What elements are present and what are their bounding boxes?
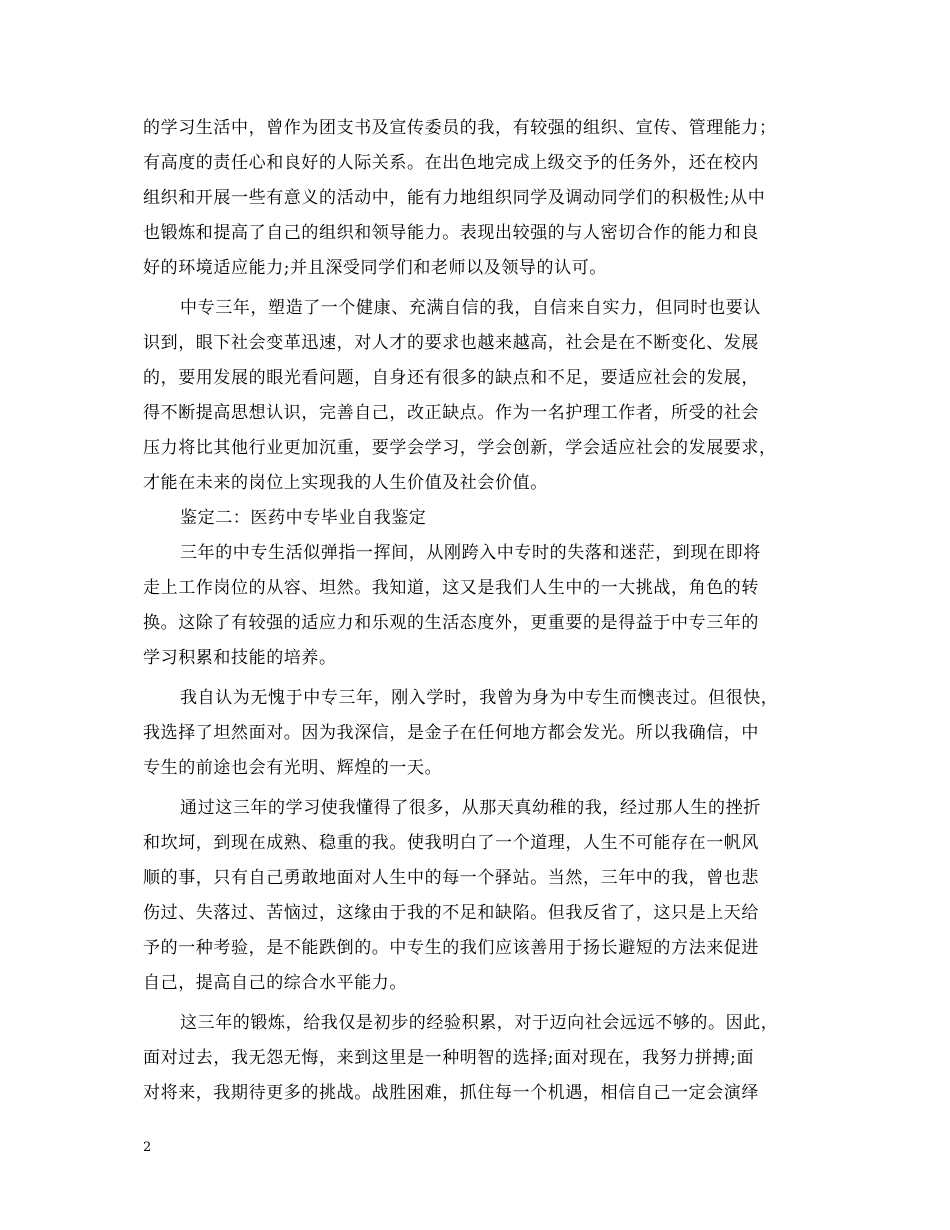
- text-line: 有高度的责任心和良好的人际关系。在出色地完成上级交予的任务外，还在校内: [143, 153, 759, 173]
- text-line: 识到，眼下社会变革迅速，对人才的要求也越来越高，社会是在不断变化、发展: [143, 333, 759, 353]
- text-line: 和坎坷，到现在成熟、稳重的我。使我明白了一个道理，人生不可能存在一帆风: [143, 833, 759, 853]
- text-line: 也锻炼和提高了自己的组织和领导能力。表现出较强的与人密切合作的能力和良: [143, 223, 759, 243]
- text-line: 三年的中专生活似弹指一挥间，从刚跨入中专时的失落和迷茫，到现在即将: [180, 543, 761, 563]
- text-line: 对将来，我期待更多的挑战。战胜困难，抓住每一个机遇，相信自己一定会演绎: [143, 1083, 759, 1103]
- text-line: 面对过去，我无怨无悔，来到这里是一种明智的选择;面对现在，我努力拼搏;面: [143, 1048, 755, 1068]
- text-line: 的学习生活中，曾作为团支书及宣传委员的我，有较强的组织、宣传、管理能力；: [143, 118, 777, 138]
- page-number: 2: [143, 1140, 152, 1155]
- text-line: 才能在未来的岗位上实现我的人生价值及社会价值。: [143, 473, 548, 493]
- text-line: 自己，提高自己的综合水平能力。: [143, 973, 407, 993]
- text-line: 走上工作岗位的从容、坦然。我知道，这又是我们人生中的一大挑战，角色的转: [143, 578, 759, 598]
- text-line: 专生的前途也会有光明、辉煌的一天。: [143, 758, 443, 778]
- text-line: 得不断提高思想认识，完善自己，改正缺点。作为一名护理工作者，所受的社会: [143, 403, 759, 423]
- text-line: 换。这除了有较强的适应力和乐观的生活态度外，更重要的是得益于中专三年的: [143, 613, 759, 633]
- text-line: 顺的事，只有自己勇敢地面对人生中的每一个驿站。当然，三年中的我，曾也悲: [143, 868, 759, 888]
- text-line: 的，要用发展的眼光看问题，自身还有很多的缺点和不足，要适应社会的发展，: [143, 368, 759, 388]
- text-line: 压力将比其他行业更加沉重，要学会学习，学会创新，学会适应社会的发展要求，: [143, 438, 777, 458]
- text-line: 通过这三年的学习使我懂得了很多，从那天真幼稚的我，经过那人生的挫折: [180, 798, 761, 818]
- text-line: 予的一种考验，是不能跌倒的。中专生的我们应该善用于扬长避短的方法来促进: [143, 938, 759, 958]
- text-line: 组织和开展一些有意义的活动中，能有力地组织同学及调动同学们的积极性;从中: [143, 188, 766, 208]
- text-line: 中专三年，塑造了一个健康、充满自信的我，自信来自实力，但同时也要认: [180, 298, 761, 318]
- text-line: 伤过、失落过、苦恼过，这缘由于我的不足和缺陷。但我反省了，这只是上天给: [143, 903, 759, 923]
- text-line: 好的环境适应能力;并且深受同学们和老师以及领导的认可。: [143, 258, 607, 278]
- text-line: 我自认为无愧于中专三年，刚入学时，我曾为身为中专生而懊丧过。但很快，: [180, 688, 779, 708]
- text-line: 学习积累和技能的培养。: [143, 648, 337, 668]
- section-heading: 鉴定二：医药中专毕业自我鉴定: [180, 508, 427, 528]
- text-line: 这三年的锻炼，给我仅是初步的经验积累，对于迈向社会远远不够的。因此，: [180, 1013, 779, 1033]
- text-line: 我选择了坦然面对。因为我深信，是金子在任何地方都会发光。所以我确信，中: [143, 723, 759, 743]
